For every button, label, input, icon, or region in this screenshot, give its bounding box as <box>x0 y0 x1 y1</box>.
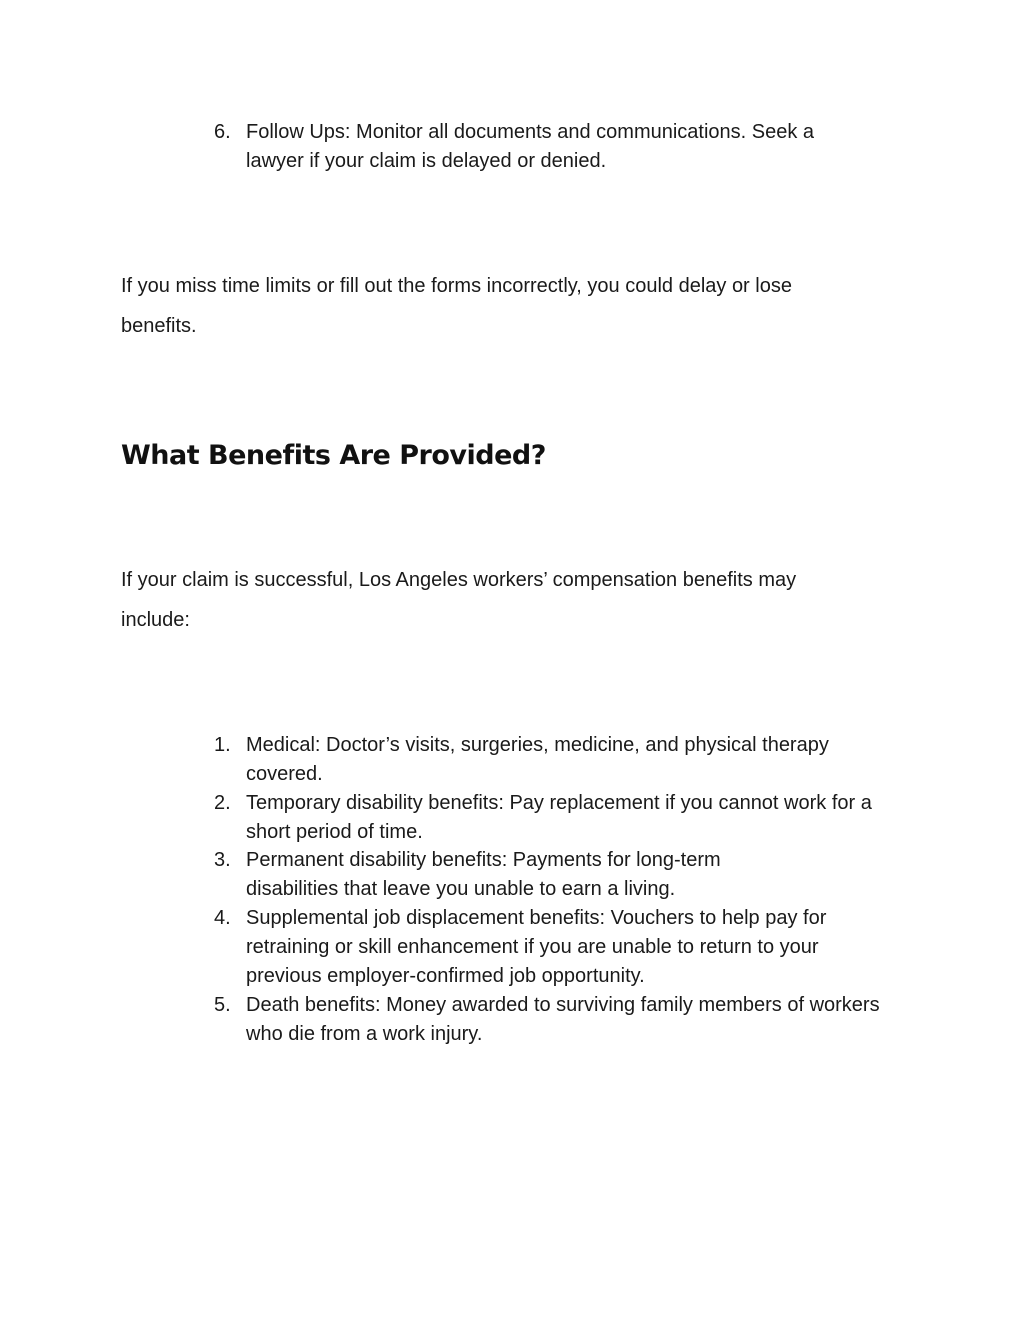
list-item-text: Follow Ups: Monitor all documents and communications. Seek a lawyer if your claim is delayed or denied. <box>246 121 815 172</box>
list-item-text: Death benefits: Money awarded to surviving family members of workers who die from a work injury. <box>246 994 880 1045</box>
section-heading: What Benefits Are Provided? <box>121 440 546 471</box>
list-item-temporary-disability <box>214 789 894 847</box>
list-item-follow-ups <box>214 118 854 176</box>
list-item-text: Supplemental job displacement benefits: Vouchers to help pay for retraining or skill enhancement if you are unable to return to your previous employer-confirmed job opportunity. <box>246 907 827 987</box>
list-item-number: 2. <box>214 792 231 814</box>
list-item-number: 4. <box>214 907 231 929</box>
list-item-medical <box>214 731 894 789</box>
list-item-number: 5. <box>214 994 231 1016</box>
benefits-intro-paragraph: If your claim is successful, Los Angeles workers’ compensation benefits may include: <box>121 569 797 631</box>
list-item-number: 1. <box>214 734 231 756</box>
list-item-job-displacement <box>214 904 894 991</box>
list-item-text: Permanent disability benefits: Payments for long-term disabilities that leave you unable to earn a living. <box>246 849 721 900</box>
list-item-text: Medical: Doctor’s visits, surgeries, medicine, and physical therapy covered. <box>246 734 829 785</box>
time-limits-paragraph: If you miss time limits or fill out the forms incorrectly, you could delay or lose benefits. <box>121 275 792 337</box>
list-item-number: 3. <box>214 849 231 871</box>
list-item-death-benefits <box>214 991 894 1049</box>
list-item-permanent-disability <box>214 846 814 904</box>
list-item-text: Temporary disability benefits: Pay replacement if you cannot work for a short period of time. <box>246 792 872 843</box>
list-item-number: 6. <box>214 121 231 143</box>
